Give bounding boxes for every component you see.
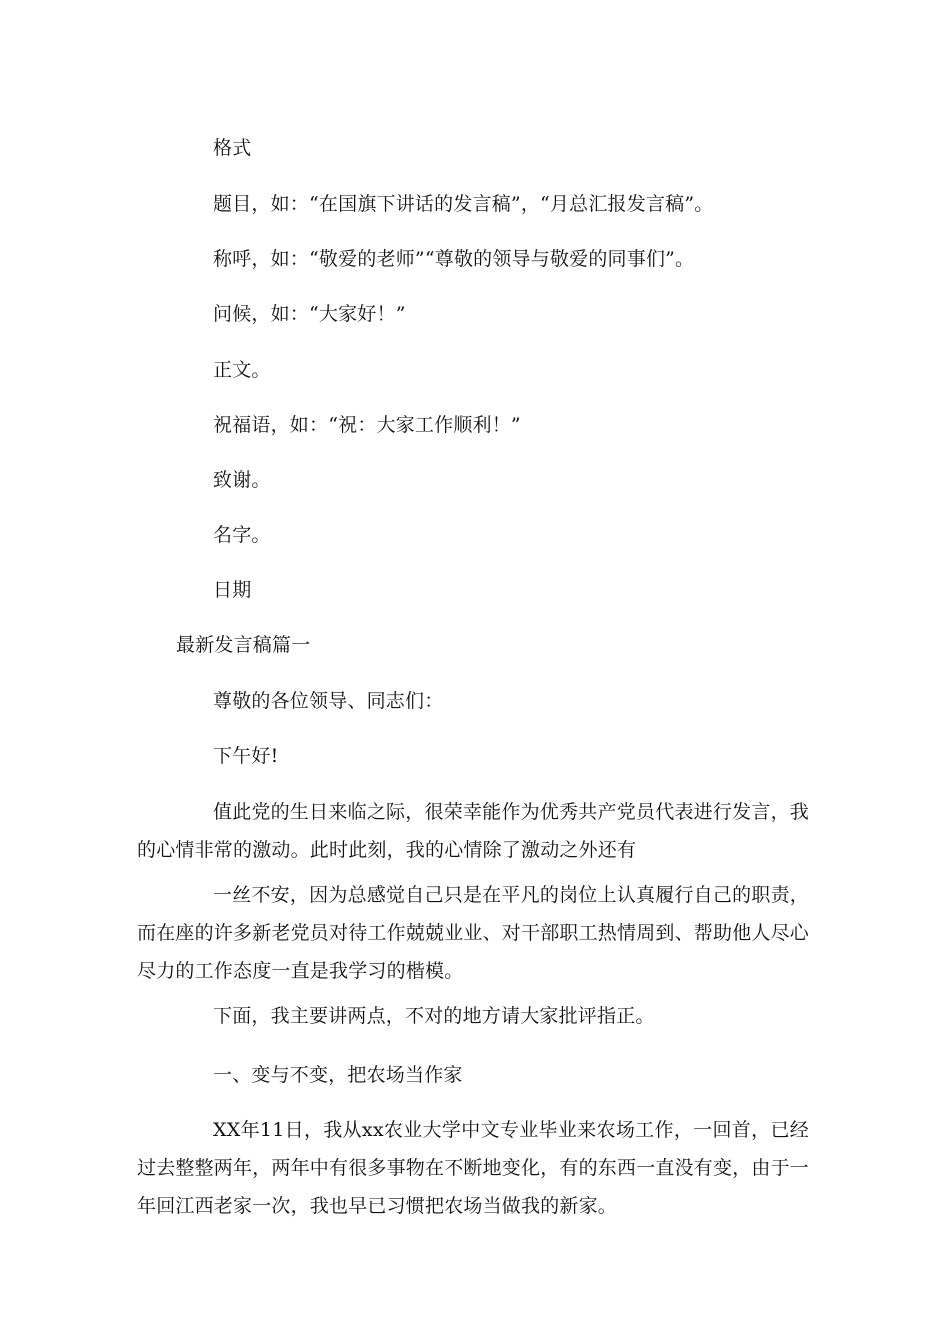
format-item-blessing: 祝福语，如：“祝：大家工作顺利！” [213,414,521,436]
format-item-date: 日期 [213,579,252,601]
speech-heading: 最新发言稿篇一 [176,634,311,656]
speech-salutation: 尊敬的各位领导、同志们： [213,690,444,712]
format-item-title: 题目，如：“在国旗下讲话的发言稿”，“月总汇报发言稿”。 [213,193,714,215]
speech-paragraph-outline: 下面，我主要讲两点，不对的地方请大家批评指正。 [213,1005,655,1027]
section-one-paragraph: XX年11日，我从xx农业大学中文专业毕业来农场工作，一回首，已经过去整整两年，两年中有很多事物在不断地变化，有的东西一直没有变，由于一年回江西老家一次，我也早已习惯把农场当做我的新家。 [137,1119,810,1217]
format-item-body: 正文。 [213,359,271,381]
format-item-greeting: 问候，如：“大家好！” [213,303,406,325]
format-item-salutation: 称呼，如：“敬爱的老师”“尊敬的领导与敬爱的同事们”。 [213,248,695,270]
speech-greeting: 下午好! [213,745,279,767]
format-item-name: 名字。 [213,524,271,546]
format-title: 格式 [213,137,252,159]
speech-paragraph-continuation: 一丝不安，因为总感觉自己只是在平凡的岗位上认真履行自己的职责，而在座的许多新老党员对待工作兢兢业业、对干部职工热情周到、帮助他人尽心尽力的工作态度一直是我学习的楷模。 [137,884,810,982]
section-one-title: 一、变与不变，把农场当作家 [213,1064,463,1086]
speech-paragraph-opening: 值此党的生日来临之际，很荣幸能作为优秀共产党员代表进行发言，我的心情非常的激动。此时此刻，我的心情除了激动之外还有 [137,801,809,861]
format-item-thanks: 致谢。 [213,469,271,491]
